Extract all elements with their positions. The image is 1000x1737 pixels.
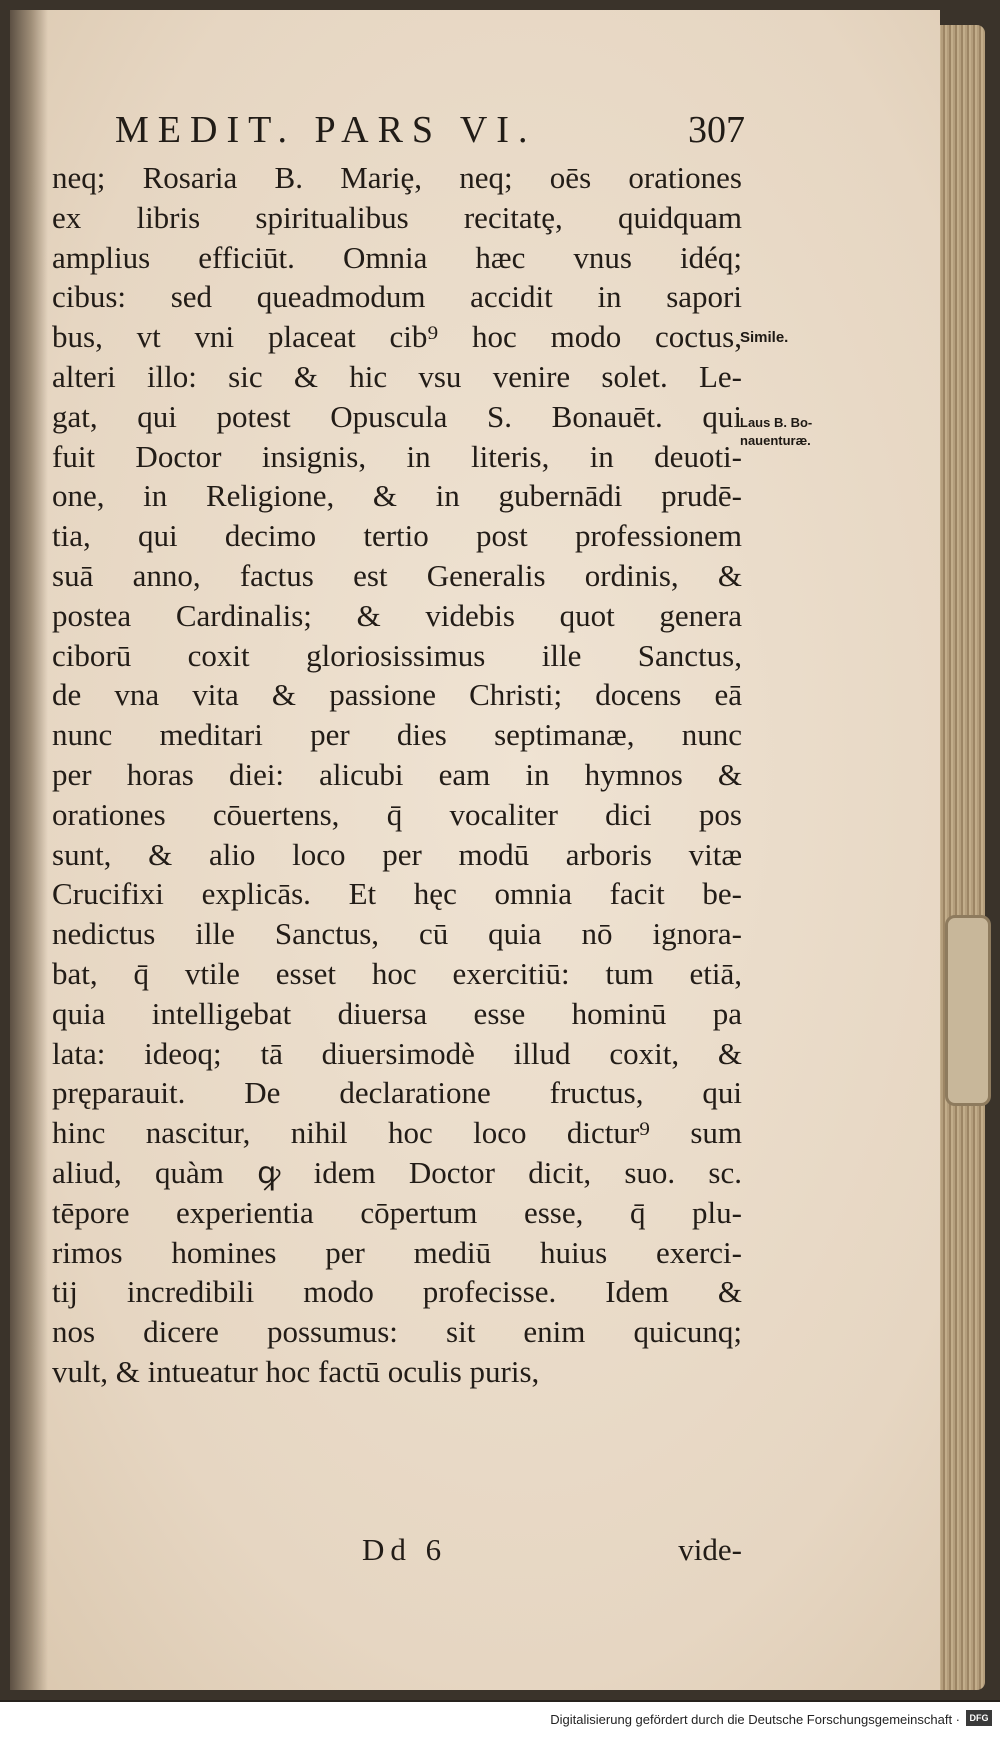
marginal-note-simile: Simile.: [740, 329, 789, 346]
text-line: fuit Doctor insignis, in literis, in deuoti-: [52, 438, 742, 474]
page-footer: [52, 1530, 742, 1570]
text-line: quia intelligebat diuersa esse hominū pa: [52, 995, 742, 1031]
text-line: Crucifixi explicās. Et hęc omnia facit be-: [52, 876, 742, 912]
page-edges: [935, 25, 985, 1690]
text-line: rimos homines per mediū huius exerci-: [52, 1234, 742, 1270]
text-line: suā anno, factus est Generalis ordinis, &: [52, 557, 742, 593]
text-line: bus, vt vni placeat cib⁹ hoc modo coctus,: [52, 319, 742, 355]
signature-mark: Dd 6: [362, 1532, 448, 1567]
text-line: one, in Religione, & in gubernādi prudē-: [52, 478, 742, 514]
running-header: [115, 108, 745, 152]
book-clasp: [945, 915, 991, 1106]
text-line: de vna vita & passione Christi; docens eā: [52, 677, 742, 713]
page-number: 307: [688, 109, 745, 151]
marginal-note-line: Laus B. Bo-: [740, 415, 813, 430]
text-line: vult, & intueatur hoc factū oculis puris,: [52, 1353, 540, 1389]
text-line: lata: ideoq; tā diuersimodè illud coxit, &: [52, 1035, 742, 1071]
text-line: gat, qui potest Opuscula S. Bonauēt. qui: [52, 398, 742, 434]
text-line: amplius efficiūt. Omnia hæc vnus idéq;: [52, 239, 742, 275]
text-line: aliud, quàm ꝙ idem Doctor dicit, suo. sc.: [52, 1154, 742, 1190]
text-line: alteri illo: sic & hic vsu venire solet. Le-: [52, 358, 742, 394]
text-line: nunc meditari per dies septimanæ, nunc: [52, 717, 742, 753]
text-line: ex libris spiritualibus recitatȩ, quidquam: [52, 199, 742, 235]
running-title: MEDIT. PARS VI.: [115, 109, 537, 151]
text-line: hinc nascitur, nihil hoc loco dictur⁹ sum: [52, 1115, 742, 1151]
attribution-text: Digitalisierung gefördert durch die Deutsche Forschungsgemeinschaft ·: [550, 1712, 960, 1727]
text-line: sunt, & alio loco per modū arboris vitæ: [52, 836, 742, 872]
text-line: ciborū coxit gloriosissimus ille Sanctus,: [52, 637, 742, 673]
text-line: nos dicere possumus: sit enim quicunq;: [52, 1314, 742, 1350]
text-line: nedictus ille Sanctus, cū quia nō ignora-: [52, 916, 742, 952]
text-line: pręparauit. De declaratione fructus, qui: [52, 1075, 742, 1111]
attribution-bar: [0, 1702, 1000, 1737]
text-line: tij incredibili modo profecisse. Idem &: [52, 1274, 742, 1310]
text-line: orationes cōuertens, q̄ vocaliter dici pos: [52, 796, 742, 832]
text-line: neq; Rosaria B. Mariȩ, neq; oēs orationes: [52, 160, 742, 195]
marginal-note-laus-bonaventurae: [740, 414, 812, 450]
catchword: vide-: [678, 1532, 742, 1567]
text-line: tia, qui decimo tertio post professionem: [52, 518, 742, 554]
text-line: postea Cardinalis; & videbis quot genera: [52, 597, 742, 633]
body-text: [52, 158, 742, 1392]
marginal-note-line: nauenturæ.: [740, 433, 811, 448]
page-gutter: [10, 10, 48, 1690]
text-line: tēpore experientia cōpertum esse, q̄ plu-: [52, 1194, 742, 1230]
text-line: per horas diei: alicubi eam in hymnos &: [52, 756, 742, 792]
dfg-logo: DFG: [966, 1710, 992, 1726]
text-line: bat, q̄ vtile esset hoc exercitiū: tum etiā,: [52, 955, 742, 991]
text-line: cibus: sed queadmodum accidit in sapori: [52, 279, 742, 315]
